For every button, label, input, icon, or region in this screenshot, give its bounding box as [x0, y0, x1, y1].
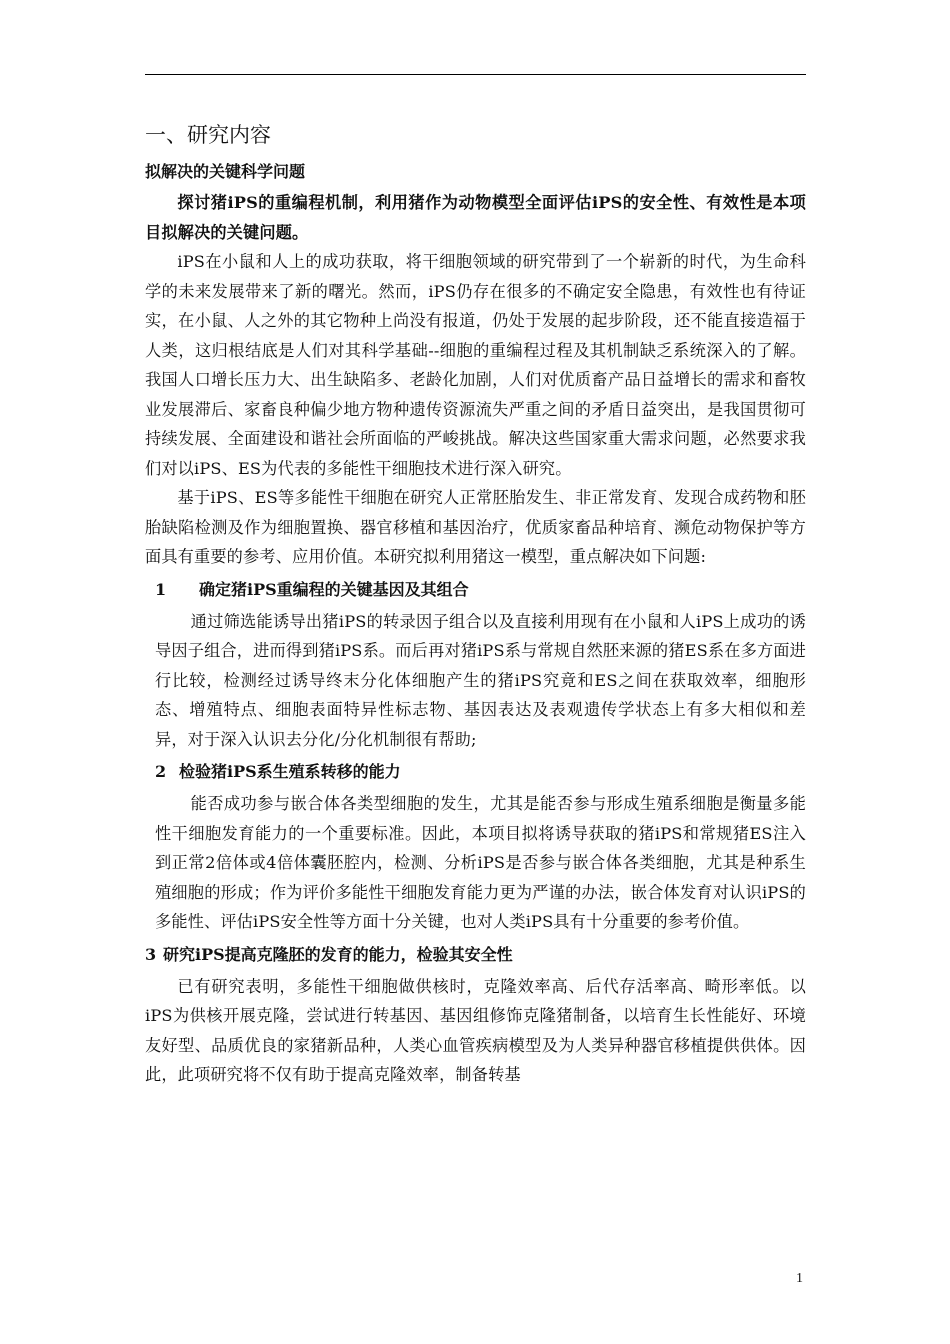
item-2-title: 检验猪iPS系生殖系转移的能力 — [179, 762, 401, 781]
header-rule — [145, 74, 806, 75]
page-number: 1 — [796, 1271, 803, 1286]
item-1-title: 确定猪iPS重编程的关键基因及其组合 — [199, 579, 469, 599]
item-2-number: 2 — [155, 762, 167, 781]
key-statement: 探讨猪iPS的重编程机制，利用猪作为动物模型全面评估iPS的安全性、有效性是本项目拟解决的关键问题。 — [145, 193, 806, 242]
section-title: 一、研究内容 — [145, 123, 271, 147]
item-3-body: 已有研究表明，多能性干细胞做供核时，克隆效率高、后代存活率高、畸形率低。以iPS为供核开展克隆，尝试进行转基因、基因组修饰克隆猪制备，以培育生长性能好、环境友好型、品质优良的家猪新品种，人类心血管疾病模型及为人类异种器官移植提供供体。因此，此项研究将不仅有助于提高克隆效率，制备转基 — [145, 976, 806, 1084]
item-2-heading — [145, 757, 806, 786]
item-1-heading — [145, 575, 806, 604]
document-body — [145, 120, 806, 1090]
item-3-heading — [145, 940, 806, 969]
item-2-body: 能否成功参与嵌合体各类型细胞的发生，尤其是能否参与形成生殖系细胞是衡量多能性干细胞发育能力的一个重要标准。因此，本项目拟将诱导获取的猪iPS和常规猪ES注入到正常2倍体或4倍体囊胚腔内，检测、分析iPS是否参与嵌合体各类细胞，尤其是种系生殖细胞的形成；作为评价多能性干细胞发育能力更为严谨的办法，嵌合体发育对认识iPS的多能性、评估iPS安全性等方面十分关键，也对人类iPS具有十分重要的参考价值。 — [155, 794, 806, 931]
paragraph-purpose: 基于iPS、ES等多能性干细胞在研究人正常胚胎发生、非正常发育、发现合成药物和胚胎缺陷检测及作为细胞置换、器官移植和基因治疗，优质家畜品种培育、濒危动物保护等方面具有重要的参考、应用价值。本研究拟利用猪这一模型，重点解决如下问题: — [145, 488, 806, 566]
item-1-body: 通过筛选能诱导出猪iPS的转录因子组合以及直接利用现有在小鼠和人iPS上成功的诱导因子组合，进而得到猪iPS系。而后再对猪iPS系与常规自然胚来源的猪ES系在多方面进行比较，检测经过诱导终末分化体细胞产生的猪iPS究竟和ES之间在获取效率，细胞形态、增殖特点、细胞表面特异性标志物、基因表达及表观遗传学状态上有多大相似和差异，对于深入认识去分化/分化机制很有帮助; — [155, 611, 806, 749]
item-3-number: 3 — [145, 944, 157, 964]
subheading: 拟解决的关键科学问题 — [145, 162, 306, 181]
item-1-number: 1 — [155, 579, 167, 599]
item-3-title: 研究iPS提高克隆胚的发育的能力，检验其安全性 — [163, 944, 513, 964]
paragraph-intro: iPS在小鼠和人上的成功获取，将干细胞领域的研究带到了一个崭新的时代，为生命科学的未来发展带来了新的曙光。然而，iPS仍存在很多的不确定安全隐患，有效性也有待证实，在小鼠、人之外的其它物种上尚没有报道，仍处于发展的起步阶段，还不能直接造福于人类，这归根结底是人们对其科学基础--细胞的重编程过程及其机制缺乏系统深入的了解。我国人口增长压力大、出生缺陷多、老龄化加剧，人们对优质畜产品日益增长的需求和畜牧业发展滞后、家畜良种偏少地方物种遗传资源流失严重之间的矛盾日益突出，是我国贯彻可持续发展、全面建设和谐社会所面临的严峻挑战。解决这些国家重大需求问题，必然要求我们对以iPS、ES为代表的多能性干细胞技术进行深入研究。 — [145, 252, 806, 478]
